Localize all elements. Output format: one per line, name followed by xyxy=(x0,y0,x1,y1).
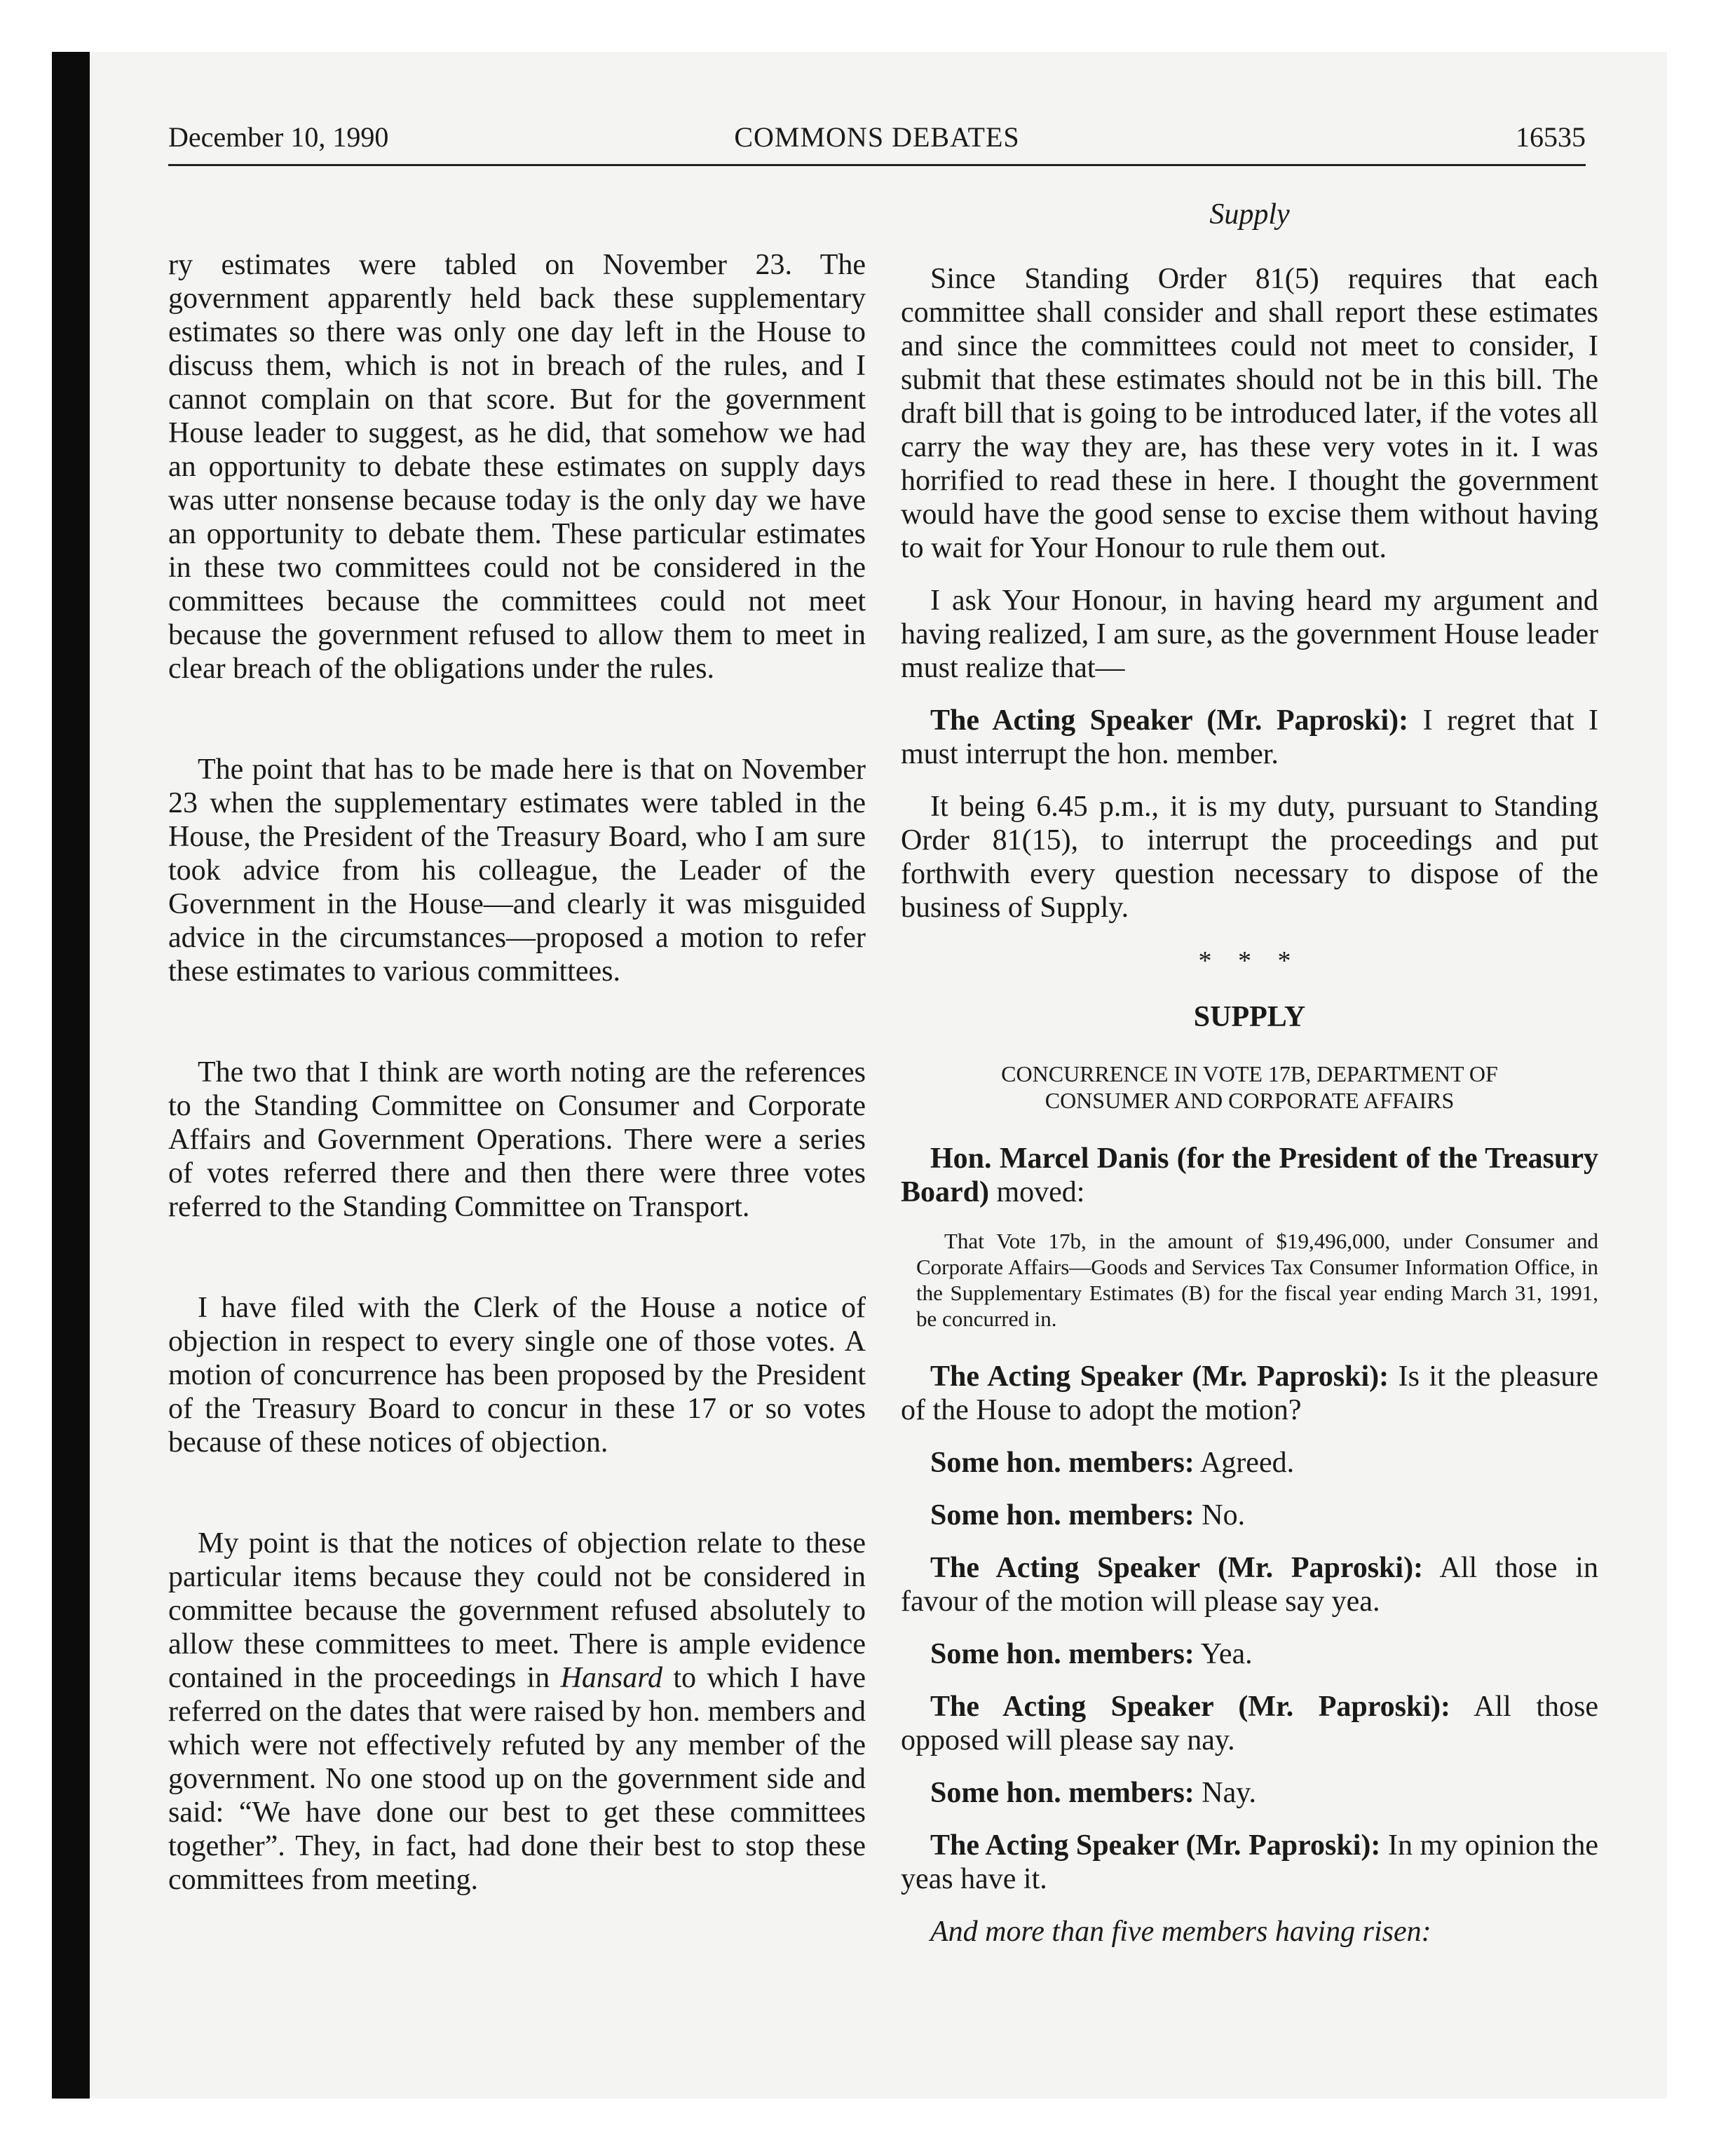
running-head xyxy=(168,121,1586,164)
p5-text-after: to which I have referred on the dates that were raised by hon. members and which were not effectively refuted by any member of the government. No one stood up on the government side and said: “We have done our best to get these committees together”. They, in fact, had done their best to stop these committees from meeting. xyxy=(168,1662,866,1896)
speaker-nay-call xyxy=(901,1690,1598,1757)
header-rule xyxy=(168,164,1586,166)
speaker-label: The Acting Speaker (Mr. Paproski): xyxy=(930,1360,1389,1393)
speaker-question xyxy=(901,1360,1598,1427)
members-no xyxy=(901,1499,1598,1532)
hansard-italic: Hansard xyxy=(560,1662,663,1694)
p5-text-before: My point is that the notices of objection relate to these particular items because they could not be considered in committee because the government refused absolutely to allow these committees to meet. There is ample evidence contained in the proceedings in xyxy=(168,1527,866,1694)
left-paragraph-1: ry estimates were tabled on November 23. The government apparently held back these supplementary estimates so there was only one day left in the House to discuss them, which is not in breach of the rules, and I cannot complain on that score. But for the government House leader to suggest, as he did, that somehow we had an opportunity to debate these estimates on supply days was utter nonsense because today is the only day we have an opportunity to debate them. These particular estimates in these two committees could not be considered in the committees because the committees could not meet because the government refused to allow them to meet in clear breach of the obligations under the rules. xyxy=(168,249,866,685)
header-date: December 10, 1990 xyxy=(168,121,389,153)
left-paragraph-2: The point that has to be made here is that on November 23 when the supplementary estimates were tabled in the House, the President of the Treasury Board, who I am sure took advice from his colleague, the Leader of the Government in the House—and clearly it was misguided advice in the circumstances—proposed a motion to refer these estimates to various committees. xyxy=(168,753,866,988)
section-label-supply: Supply xyxy=(1209,198,1290,231)
left-paragraph-5 xyxy=(168,1527,866,1897)
speaker-text: I regret that I must interrupt the hon. member. xyxy=(901,704,1598,770)
speaker-label: The Acting Speaker (Mr. Paproski): xyxy=(930,1829,1381,1862)
right-column xyxy=(901,198,1598,1967)
subheading-line-2: CONSUMER AND CORPORATE AFFAIRS xyxy=(1045,1088,1455,1113)
subheading-line-1: CONCURRENCE IN VOTE 17B, DEPARTMENT OF xyxy=(1001,1061,1498,1086)
right-paragraph-4: It being 6.45 p.m., it is my duty, pursuant to Standing Order 81(15), to interrupt the proceedings and put forthwith every question necessary to dispose of the business of Supply. xyxy=(901,791,1598,924)
yea-call-text: All those in favour of the motion will please say yea. xyxy=(901,1552,1598,1618)
left-column xyxy=(168,248,866,1964)
agreed-text: Agreed. xyxy=(1194,1447,1295,1479)
mover-paragraph xyxy=(901,1142,1598,1209)
right-paragraph-1: Since Standing Order 81(5) requires that each committee shall consider and shall report these estimates and since the committees could not meet to consider, I submit that these estimates should not be in this bill. The draft bill that is going to be introduced later, if the votes all carry the way they are, has these very votes in it. I was horrified to read these in here. I thought the government would have the good sense to excise them without having to wait for Your Honour to rule them out. xyxy=(901,263,1598,564)
speaker-yea-call xyxy=(901,1551,1598,1618)
members-agreed xyxy=(901,1446,1598,1480)
question-text: Is it the pleasure of the House to adopt the motion? xyxy=(901,1360,1598,1426)
nay-text: Nay. xyxy=(1194,1777,1257,1809)
speaker-interrupt xyxy=(901,704,1598,771)
no-text: No. xyxy=(1194,1499,1246,1531)
section-separator-stars: * * * xyxy=(1198,946,1301,976)
heading-supply: SUPPLY xyxy=(1193,1001,1306,1033)
speaker-label: The Acting Speaker (Mr. Paproski): xyxy=(930,704,1409,737)
closing-italic-line: And more than five members having risen: xyxy=(930,1916,1431,1948)
members-label: Some hon. members: xyxy=(930,1447,1195,1479)
members-label: Some hon. members: xyxy=(930,1499,1195,1531)
mover-text: moved: xyxy=(989,1176,1085,1208)
subheading-concurrence xyxy=(901,1060,1598,1114)
motion-text: That Vote 17b, in the amount of $19,496,000, under Consumer and Corporate Affairs—Goods and Services Tax Consumer Information Office, in the Supplementary Estimates (B) for the fiscal year ending March 31, 1991, be concurred in. xyxy=(916,1229,1598,1331)
page-number: 16535 xyxy=(1516,121,1586,153)
mover-label: Hon. Marcel Danis (for the President of the Treasury Board) xyxy=(901,1142,1598,1208)
left-paragraph-3: The two that I think are worth noting are the references to the Standing Committee on Consumer and Corporate Affairs and Government Operations. There were a series of votes referred there and then there were three votes referred to the Standing Committee on Transport. xyxy=(168,1056,866,1223)
left-paragraph-4: I have filed with the Clerk of the House a notice of objection in respect to every single one of those votes. A motion of concurrence has been proposed by the President of the Treasury Board to concur in these 17 or so votes because of these notices of objection. xyxy=(168,1292,866,1459)
yea-text: Yea. xyxy=(1194,1638,1253,1670)
opinion-text: In my opinion the yeas have it. xyxy=(901,1829,1598,1895)
binding-edge xyxy=(52,52,90,2099)
members-yea xyxy=(901,1637,1598,1671)
speaker-opinion xyxy=(901,1829,1598,1896)
speaker-label: The Acting Speaker (Mr. Paproski): xyxy=(930,1691,1451,1723)
right-paragraph-2: I ask Your Honour, in having heard my argument and having realized, I am sure, as the government House leader must realize that— xyxy=(901,585,1598,684)
members-label: Some hon. members: xyxy=(930,1638,1195,1670)
nay-call-text: All those opposed will please say nay. xyxy=(901,1691,1598,1756)
members-nay xyxy=(901,1776,1598,1810)
members-label: Some hon. members: xyxy=(930,1777,1195,1809)
speaker-label: The Acting Speaker (Mr. Paproski): xyxy=(930,1552,1424,1584)
header-title: COMMONS DEBATES xyxy=(734,121,1020,153)
